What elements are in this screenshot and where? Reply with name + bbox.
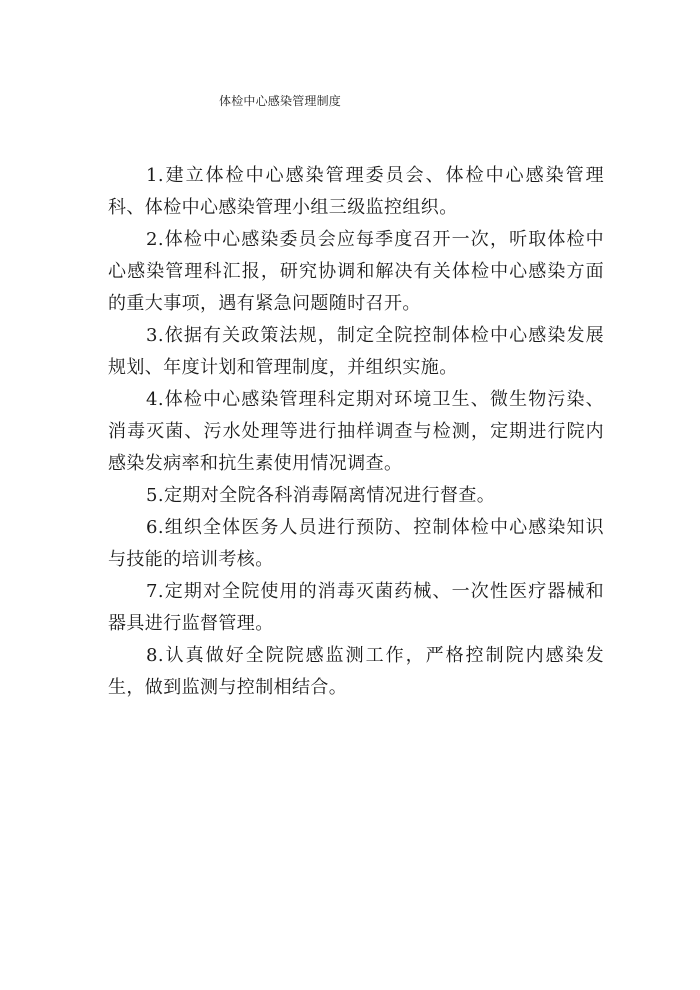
paragraph-4: 4.体检中心感染管理科定期对环境卫生、微生物污染、消毒灭菌、污水处理等进行抽样调查与检测，定期进行院内感染发病率和抗生素使用情况调查。 (108, 389, 604, 474)
paragraph-2: 2.体检中心感染委员会应每季度召开一次，听取体检中心感染管理科汇报，研究协调和解决有关体检中心感染方面的重大事项，遇有紧急问题随时召开。 (108, 229, 604, 314)
document-body (108, 160, 604, 704)
paragraph-8: 8.认真做好全院院感监测工作，严格控制院内感染发生，做到监测与控制相结合。 (108, 645, 604, 698)
paragraph-7: 7.定期对全院使用的消毒灭菌药械、一次性医疗器械和器具进行监督管理。 (108, 581, 604, 634)
paragraph-6: 6.组织全体医务人员进行预防、控制体检中心感染知识与技能的培训考核。 (108, 517, 604, 570)
paragraph-5: 5.定期对全院各科消毒隔离情况进行督查。 (146, 485, 496, 506)
paragraph-1: 1.建立体检中心感染管理委员会、体检中心感染管理科、体检中心感染管理小组三级监控组织。 (108, 165, 604, 218)
paragraph-3: 3.依据有关政策法规，制定全院控制体检中心感染发展规划、年度计划和管理制度，并组织实施。 (108, 325, 604, 378)
document-title: 体检中心感染管理制度 (219, 94, 342, 108)
